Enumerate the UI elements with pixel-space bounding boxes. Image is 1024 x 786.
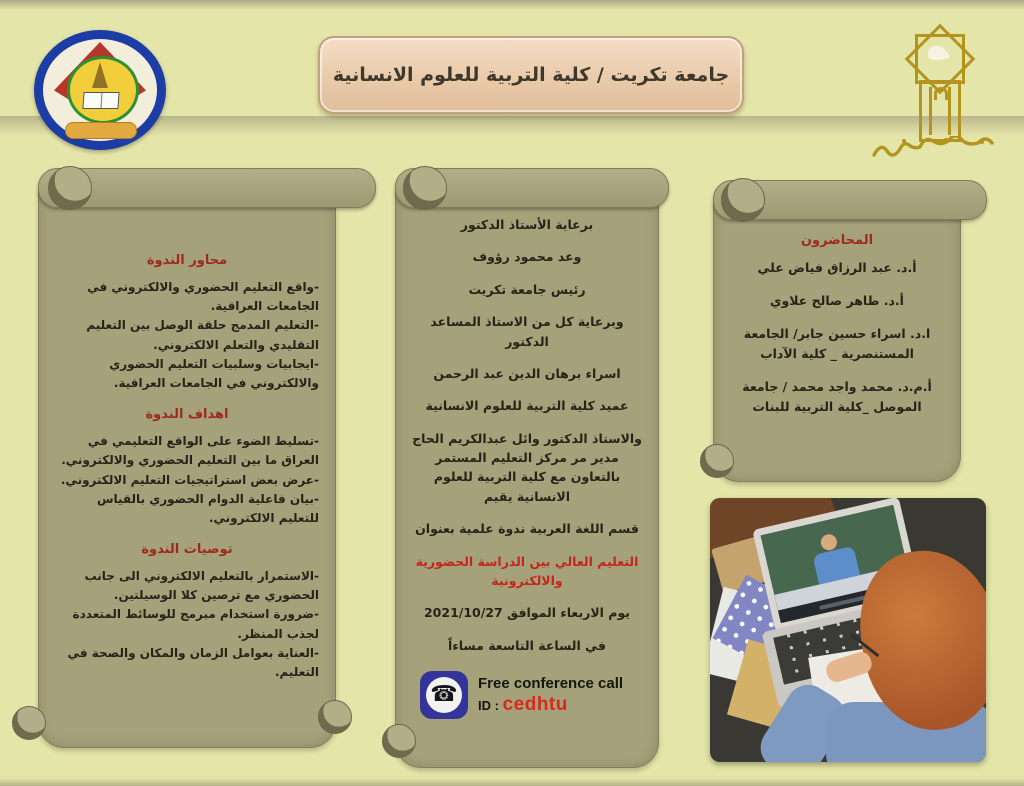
invitation-line: وعد محمود رؤوف: [472, 249, 582, 265]
university-emblem-icon: [866, 20, 1008, 154]
bullet-item: -تسليط الضوء على الواقع التعليمي في العراق ما بين التعليم الحضوري والالكتروني.: [61, 434, 319, 468]
logo-ribbon: [65, 122, 137, 139]
bullet-item: -ضرورة استخدام مبرمج للوسائط المتعددة لجذب المنظر.: [72, 607, 319, 641]
emblem-dove: [928, 46, 946, 60]
lecturer-name: أ.م.د. محمد واجد محمد / جامعة الموصل _كلية التربية للبنات: [742, 379, 932, 414]
section-heading: المحاضرون: [800, 233, 874, 248]
invitation-line: اسراء برهان الدين عبد الرحمن: [433, 365, 621, 381]
bullet-item: -العناية بعوامل الزمان والمكان والصحة في التعليم.: [67, 645, 319, 679]
seminar-title: التعليم العالي بين الدراسة الحضورية والالكترونية: [415, 553, 639, 588]
conference-label: Free conference call: [478, 674, 624, 692]
conference-id-value: cedhtu: [502, 693, 568, 715]
lecturer-name: أ.د. طاهر صالح علاوي: [770, 293, 904, 308]
scroll-curl: [12, 706, 46, 740]
bullet-item: -التعليم المدمج حلقة الوصل بين التعليم التقليدي والتعلم الالكتروني.: [86, 318, 319, 352]
section-heading: محاور الندوة: [146, 253, 228, 268]
bottom-shade: [0, 778, 1024, 786]
phone-icon: ☎: [420, 671, 468, 719]
lecturer-name: ا.د. اسراء حسين جابر/ الجامعة المستنصرية _ كلية الآداب: [743, 326, 931, 361]
page-title: جامعة تكريت / كلية التربية للعلوم الانسانية: [332, 64, 730, 86]
scroll-curl: [382, 724, 416, 758]
invitation-line: وبرعاية كل من الاستاذ المساعد الدكتور: [430, 314, 624, 349]
panel-invitation: [395, 186, 659, 768]
bullet-item: -ايجابيات وسلبيات التعليم الحضوري والالكتروني في الجامعات العراقية.: [109, 356, 319, 390]
top-shade: [0, 0, 1024, 10]
panel-seminar-topics: [38, 186, 336, 748]
invitation-line: قسم اللغة العربية ندوة علمية بعنوان: [415, 521, 639, 537]
seminar-time: في الساعة التاسعة مساءاً: [448, 637, 606, 653]
scroll-curl: [721, 178, 765, 222]
bullet-item: -عرض بعض استراتيجيات التعليم الالكتروني.: [60, 472, 319, 487]
scroll-curl: [403, 166, 447, 210]
college-logo-icon: [34, 30, 166, 150]
photo-online-learning: [710, 498, 986, 762]
conference-call-badge: [420, 671, 640, 719]
invitation-line: برعاية الأستاذ الدكتور: [460, 217, 594, 232]
seminar-date: يوم الاربعاء الموافق 2021/10/27: [423, 605, 631, 621]
section-heading: اهداف الندوة: [145, 407, 229, 423]
invitation-line: والاستاذ الدكتور وائل عبدالكريم الحاج مدير مر مركز التعليم المستمر بالتعاون مع كلية التربية للعلوم الانسانية يقيم: [412, 430, 642, 504]
bullet-item: -واقع التعليم الحضوري والالكتروني في الجامعات العراقية.: [87, 280, 319, 314]
emblem-tower: [919, 80, 961, 142]
scroll-curl: [48, 166, 92, 210]
panel-lecturers: [713, 198, 961, 482]
conference-id-label: ID :: [478, 697, 499, 713]
emblem-calligraphy: [870, 136, 1004, 162]
logo-open-book: [82, 92, 119, 109]
bullet-item: -الاستمرار بالتعليم الالكتروني الى جانب الحضوري مع ترصين كلا الوسيلتين.: [84, 569, 319, 603]
page-title-banner: [318, 36, 744, 114]
logo-yellow-disc: [67, 56, 139, 124]
bullet-item: -بيان فاعلية الدوام الحضوري بالقياس للتعليم الالكتروني.: [96, 491, 319, 525]
lecturer-name: أ.د. عبد الرزاق فياض علي: [757, 260, 917, 275]
section-heading: توصيات الندوة: [141, 542, 233, 558]
invitation-line: عميد كلية التربية للعلوم الانسانية: [425, 398, 629, 414]
scroll-curl: [700, 444, 734, 478]
invitation-line: رئيس جامعة تكريت: [468, 281, 586, 297]
scroll-curl: [318, 700, 352, 734]
